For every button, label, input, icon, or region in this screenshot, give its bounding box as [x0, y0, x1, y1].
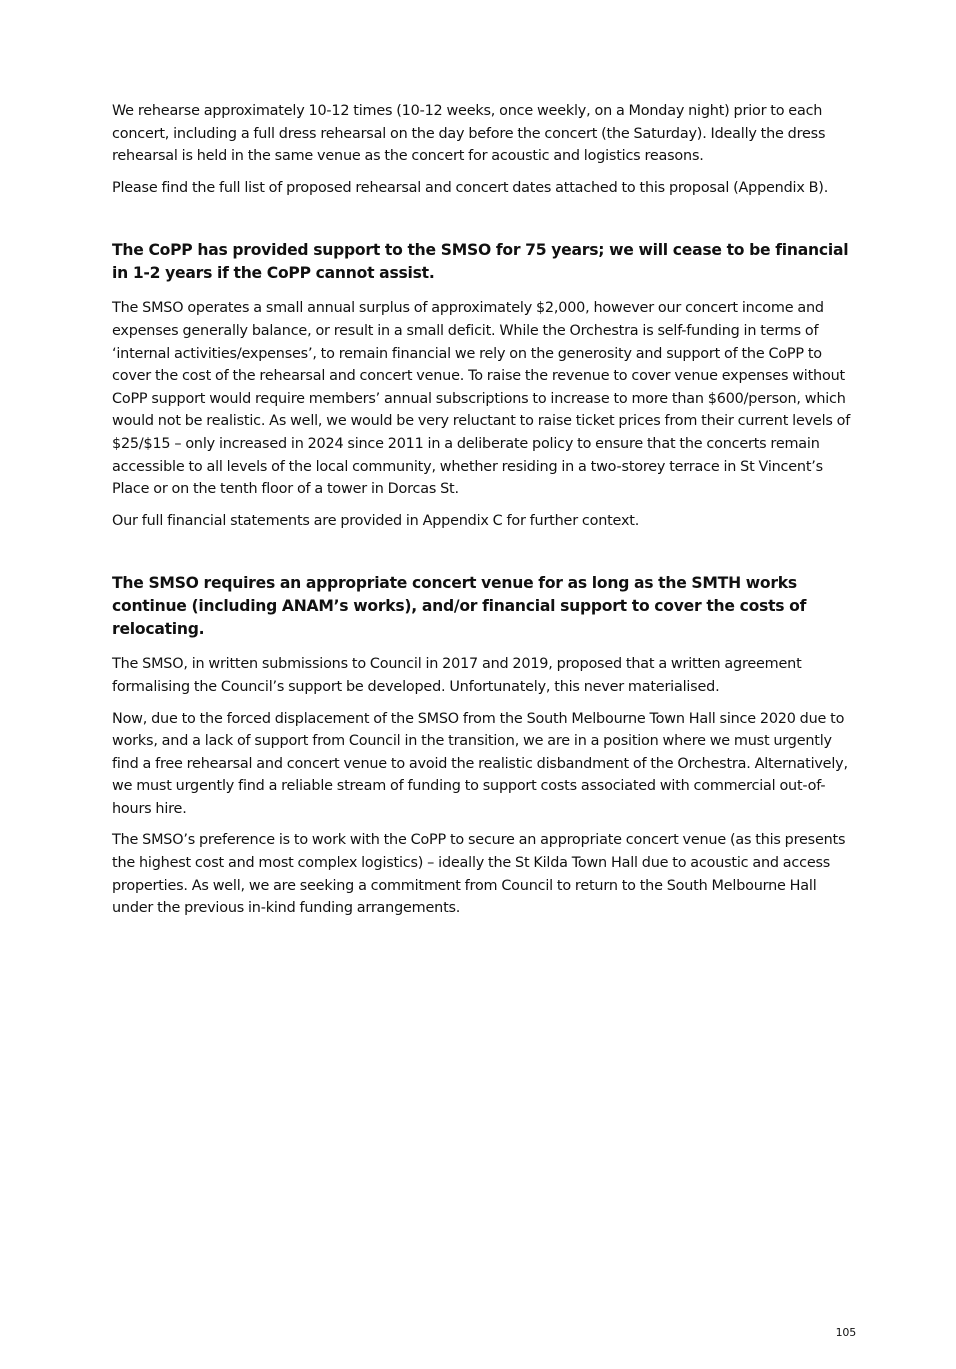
- paragraph-venue-preference: The SMSO’s preference is to work with the CoPP to secure an appropriate concert venue (as this presents the highest cost and most complex logistics) – ideally the St Kilda Town Hall due to acoustic and access properties. As well, we are seeking a commitment from Council to return to the South Melbourne Hall under the previous in-kind funding arrangements.: [112, 832, 846, 917]
- section-spacer: [112, 208, 856, 239]
- page-content: [112, 100, 856, 929]
- section-spacer: [112, 541, 856, 572]
- paragraph-rehearsal-schedule: We rehearse approximately 10-12 times (10-12 weeks, once weekly, on a Monday night) prior to each concert, including a full dress rehearsal on the day before the concert (the Saturday). Ideally the dress rehearsal is held in the same venue as the concert for acoustic and logistics reasons.: [112, 103, 826, 165]
- paragraph-appendix-c-note: Our full financial statements are provided in Appendix C for further context.: [112, 512, 640, 529]
- paragraph-forced-displacement: Now, due to the forced displacement of the SMSO from the South Melbourne Town Hall since 2020 due to works, and a lack of support from Council in the transition, we are in a position where we must urgently find a free rehearsal and concert venue to avoid the realistic disbandment of the Orchestra. Alternatively, we must urgently find a reliable stream of funding to support costs associated with commercial out-of-hours hire.: [112, 710, 848, 817]
- section-heading-copp-support: The CoPP has provided support to the SMSO for 75 years; we will cease to be financial in 1-2 years if the CoPP cannot assist.: [112, 241, 849, 283]
- section-heading-concert-venue: The SMSO requires an appropriate concert venue for as long as the SMTH works continue (including ANAM’s works), and/or financial support to cover the costs of relocating.: [112, 574, 807, 639]
- paragraph-written-submissions: The SMSO, in written submissions to Council in 2017 and 2019, proposed that a written agreement formalising the Council’s support be developed. Unfortunately, this never materialised.: [112, 656, 802, 695]
- paragraph-appendix-b-note: Please find the full list of proposed rehearsal and concert dates attached to this proposal (Appendix B).: [112, 179, 829, 196]
- paragraph-financial-situation: The SMSO operates a small annual surplus of approximately $2,000, however our concert income and expenses generally balance, or result in a small deficit. While the Orchestra is self-funding in terms of ‘internal activities/expenses’, to remain financial we rely on the generosity and support of the CoPP to cover the cost of the rehearsal and concert venue. To raise the revenue to cover venue expenses without CoPP support would require members’ annual subscriptions to increase to more than $600/person, which would not be realistic. As well, we would be very reluctant to raise ticket prices from their current levels of $25/$15 – only increased in 2024 since 2011 in a deliberate policy to ensure that the concerts remain accessible to all levels of the local community, whether residing in a two-storey terrace in St Vincent’s Place or on the tenth floor of a tower in Dorcas St.: [112, 300, 851, 498]
- page-number: 105: [835, 1326, 856, 1339]
